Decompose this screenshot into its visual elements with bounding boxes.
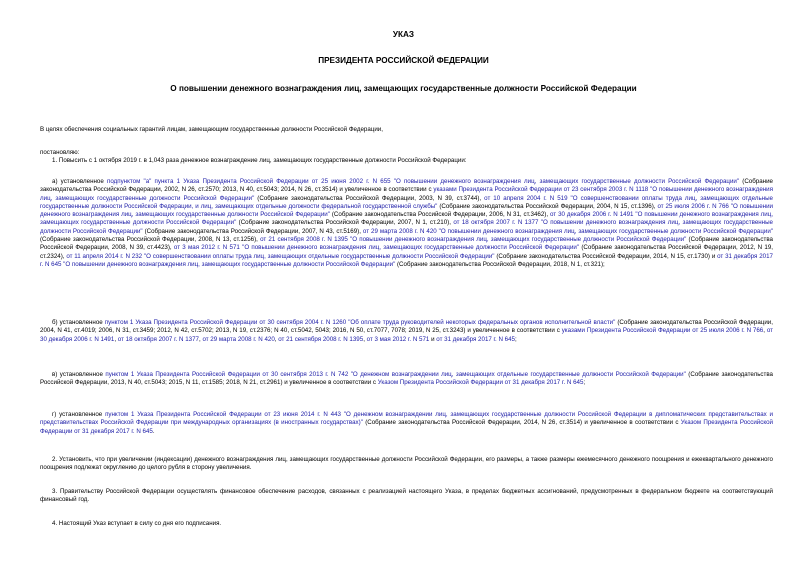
preamble: В целях обеспечения социальных гарантий лицам, замещающим государственные должности Российской Федерации, — [40, 126, 383, 133]
text-segment: (Собрание законодательства Российской Федерации, 2006, N 31, ст.3462), — [329, 211, 550, 219]
subparagraph-g — [40, 411, 773, 436]
subparagraph-a — [40, 178, 773, 269]
text-segment: (Собрание законодательства Российской Федерации, 2014, N 26, ст.3514) и увеличенное в соответствии с — [362, 419, 681, 427]
text-segment: (Собрание законодательства Российской Федерации, 2008, N 13, ст.1256), — [40, 236, 261, 244]
reference-link[interactable]: от 29 марта 2008 г. N 420 "О повышении денежного вознаграждения лиц, замещающих государственные должности Российской Федерации" — [362, 227, 773, 235]
reference-link[interactable]: указами Президента Российской Федерации от 23 сентября 2003 г. N 1118 "О повышении денежного вознаграждения лиц, замещающих государственные должности Российской Федерации" — [40, 186, 773, 202]
text-segment: и — [429, 335, 437, 343]
text-segment: (Собрание законодательства Российской Федерации, 2012, N 19, ст.2324), — [40, 244, 774, 260]
text-segment: в) установленное — [52, 371, 106, 378]
text-segment: (Собрание законодательства Российской Федерации, 2007, N 1, ст.210), — [236, 219, 454, 227]
text-segment: , — [763, 327, 767, 335]
text-segment: (Собрание законодательства Российской Федерации, 2002, N 26, ст.2570; 2013, N 40, ст.5043; 2014, N 26, ст.3514) и увеличенное в соответствии с — [40, 178, 773, 194]
reference-link[interactable]: от 3 мая 2012 г. N 571 — [366, 335, 430, 343]
text-segment: ; — [583, 379, 586, 387]
text-segment: а) установленное — [52, 178, 107, 185]
subparagraph-b — [40, 319, 773, 344]
paragraph-3: 3. Правительству Российской Федерации осуществлять финансовое обеспечение расходов, связанных с реализацией настоящего Указа, в пределах бюджетных ассигнований, предусмотренных в федеральном бюджете на соответствующий финансовый год. — [40, 488, 773, 504]
text-segment: . — [152, 427, 155, 435]
reference-link[interactable]: от 21 сентября 2008 г. N 1395 "О повышении денежного вознаграждения лиц, замещающих государственные должности Российской Федерации" — [260, 236, 687, 244]
doc-title-ukaz: УКАЗ — [392, 30, 415, 39]
reference-link[interactable]: пунктом 1 Указа Президента Российской Федерации от 23 июня 2014 г. N 443 "О денежном вознаграждении лиц, замещающих государственные должности Российской Федерации в дипломатических представительствах и представительствах Российской Федерации при международных организациях (в иностранных государствах)" — [40, 411, 773, 427]
reference-link[interactable]: пунктом 1 Указа Президента Российской Федерации от 30 сентября 2013 г. N 742 "О денежном вознаграждении лиц, замещающих отдельные государственные должности Российской Федерации" — [105, 371, 686, 378]
reference-link[interactable]: от 21 сентября 2008 г. N 1395 — [278, 335, 364, 343]
reference-link[interactable]: от 18 октября 2007 г. N 1377 — [117, 335, 199, 343]
text-segment: (Собрание законодательства Российской Федерации, 2008, N 39, ст.4423), — [40, 236, 773, 252]
text-segment: б) установленное — [52, 319, 105, 326]
text-segment: (Собрание законодательства Российской Федерации, 2003, N 39, ст.3744), — [254, 194, 485, 202]
reference-link[interactable]: указами Президента Российской Федерации от 25 июля 2006 г. N 766 — [561, 327, 764, 335]
text-segment: г) установленное — [52, 411, 106, 418]
text-segment: , — [363, 335, 367, 343]
text-segment: (Собрание законодательства Российской Федерации, 2018, N 1, ст.321); — [395, 260, 605, 268]
reference-link[interactable]: от 3 мая 2012 г. N 571 "О повышении денежного вознаграждения лиц, замещающих государственные должности Российской Федерации" — [173, 244, 580, 252]
paragraph-4: 4. Настоящий Указ вступает в силу со дня его подписания. — [52, 520, 222, 527]
reference-link[interactable]: от 31 декабря 2017 г. N 645 — [436, 335, 515, 343]
reference-link[interactable]: от 30 декабря 2006 г. N 1491 — [40, 327, 773, 343]
reference-link[interactable]: от 11 апреля 2014 г. N 232 "О совершенствовании оплаты труда лиц, замещающих отдельные государственные должности Российской Федерации" — [66, 252, 495, 260]
reference-link[interactable]: от 25 июля 2006 г. N 766 "О повышении денежного вознаграждения лиц, замещающих государственные должности Российской Федерации" — [40, 202, 773, 219]
text-segment: , — [274, 335, 279, 343]
text-segment: (Собрание законодательства Российской Федерации, 2013, N 40, ст.5043; 2015, N 11, ст.1585; 2018, N 21, ст.2961) и увеличенное в соответствии с — [40, 371, 773, 387]
text-segment: , — [199, 335, 203, 343]
reference-link[interactable]: от 10 апреля 2004 г. N 519 "О совершенствовании оплаты труда лиц, замещающих отдельные государственные должности Российской Федерации, и лиц, замещающих отдельные должности федеральной государственной службы" — [40, 194, 774, 210]
decree-word: постановляю: — [40, 149, 80, 156]
text-segment: (Собрание законодательства Российской Федерации, 2007, N 43, ст.5169), — [142, 227, 363, 235]
reference-link[interactable]: Указом Президента Российской Федерации от 31 декабря 2017 г. N 645 — [40, 419, 773, 435]
doc-subject: О повышении денежного вознаграждения лиц, замещающих государственные должности Российской Федерации — [170, 84, 637, 93]
reference-link[interactable]: от 30 декабря 2006 г. N 1491 "О повышении денежного вознаграждения лиц, замещающих государственные должности Российской Федерации" — [40, 211, 774, 227]
text-segment: (Собрание законодательства Российской Федерации, 2004, N 15, ст.1396), — [437, 202, 658, 210]
paragraph-2: 2. Установить, что при увеличении (индексации) денежного вознаграждения лиц, замещающих государственные должности Российской Федерации, его размеры, а также размеры ежемесячного денежного поощрения и ежеквартального денежного поощрения подлежат округлению до целого рубля в сторону увеличения. — [40, 456, 773, 472]
paragraph-1: 1. Повысить с 1 октября 2019 г. в 1,043 раза денежное вознаграждение лиц, замещающих государственные должности Российской Федерации: — [52, 157, 467, 164]
subparagraph-v — [40, 371, 773, 388]
text-segment: ; — [515, 335, 517, 343]
reference-link[interactable]: пунктом 1 Указа Президента Российской Федерации от 30 сентября 2004 г. N 1260 "Об оплате труда руководителей некоторых федеральных органов исполнительной власти" — [104, 319, 616, 326]
reference-link[interactable]: подпунктом "а" пункта 1 Указа Президента Российской Федерации от 25 июня 2002 г. N 655 "О повышении денежного вознаграждения лиц, замещающих государственные должности Российской Федерации" — [106, 178, 740, 185]
text-segment: (Собрание законодательства Российской Федерации, 2004, N 41, ст.4019; 2006, N 31, ст.3459; 2012, N 42, ст.5702; 2013, N 19, ст.2376; N 40, ст.5042, 5043; 2016, N 50, ст.7077, 7078; 2019, N 25, ст.3243) и увеличенное в соответствии с — [40, 319, 773, 335]
reference-link[interactable]: от 18 октября 2007 г. N 1377 "О повышении денежного вознаграждения лиц, замещающих государственные должности Российской Федерации" — [40, 219, 773, 235]
text-segment: , — [114, 335, 118, 343]
reference-link[interactable]: Указом Президента Российской Федерации от 31 декабря 2017 г. N 645 — [377, 379, 584, 387]
reference-link[interactable]: от 31 декабря 2017 г. N 645 "О повышении денежного вознаграждения лиц, замещающих государственные должности Российской Федерации" — [40, 252, 773, 268]
doc-title-president: ПРЕЗИДЕНТА РОССИЙСКОЙ ФЕДЕРАЦИИ — [318, 56, 489, 65]
reference-link[interactable]: от 29 марта 2008 г. N 420 — [202, 335, 275, 343]
text-segment: (Собрание законодательства Российской Федерации, 2014, N 15, ст.1730) и — [494, 252, 718, 260]
